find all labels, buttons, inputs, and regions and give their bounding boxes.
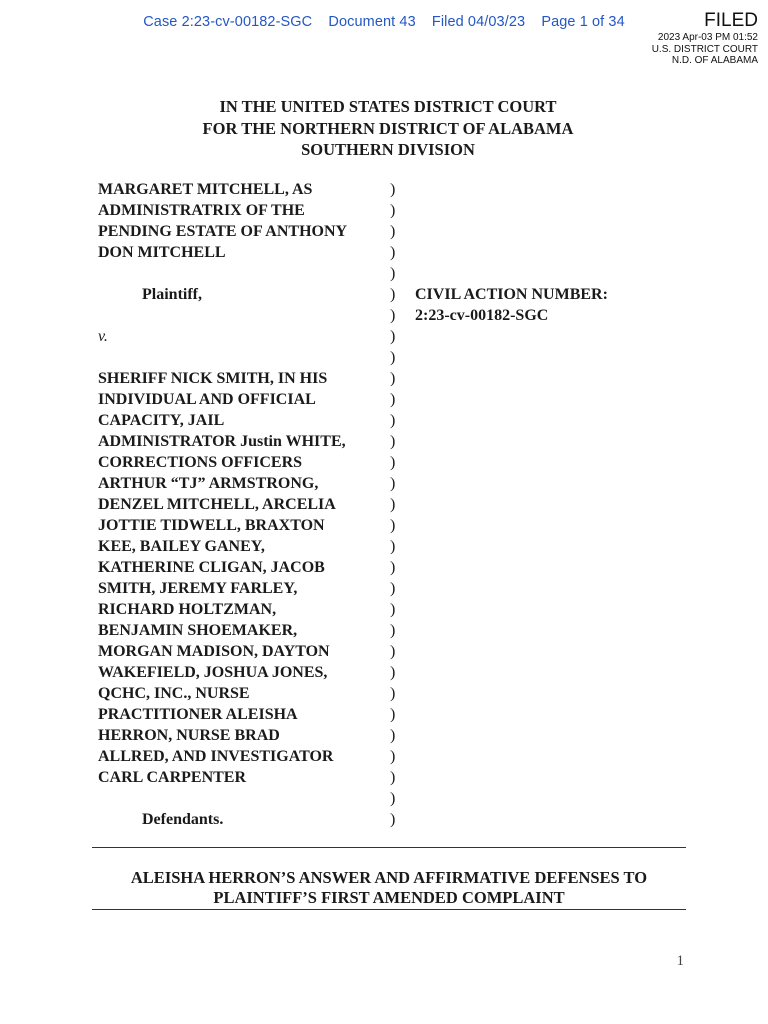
plaintiff-label: Plaintiff, [142,286,202,303]
defendant-line: CAPACITY, JAIL [98,412,225,429]
caption-paren: ) [390,496,396,513]
case-number: Case 2:23-cv-00182-SGC [143,14,313,30]
defendant-line: PRACTITIONER ALEISHA [98,706,298,723]
caption-paren: ) [390,748,396,765]
defendant-line: BENJAMIN SHOEMAKER, [98,622,298,639]
defendant-line: WAKEFIELD, JOSHUA JONES, [98,664,328,681]
caption-paren: ) [390,601,396,618]
caption-paren: ) [390,307,396,324]
title-rule-bottom [92,909,686,910]
document-number: Document 43 [328,14,416,30]
defendant-line: JOTTIE TIDWELL, BRAXTON [98,517,325,534]
caption-paren: ) [390,811,396,828]
case-caption [98,179,698,830]
defendant-line: INDIVIDUAL AND OFFICIAL [98,391,316,408]
civil-action-number: 2:23-cv-00182-SGC [415,307,549,324]
caption-paren: ) [390,244,396,261]
page-number: 1 [676,953,684,969]
caption-paren: ) [390,286,396,303]
plaintiff-line: ADMINISTRATRIX OF THE [98,202,305,219]
defendant-line: RICHARD HOLTZMAN, [98,601,277,618]
page-indicator: Page 1 of 34 [541,14,625,30]
plaintiff-line: DON MITCHELL [98,244,226,261]
defendant-label: Defendants. [142,811,224,828]
defendant-line: SMITH, JEREMY FARLEY, [98,580,298,597]
caption-paren: ) [390,454,396,471]
caption-paren: ) [390,391,396,408]
caption-paren: ) [390,790,396,807]
defendant-line: CORRECTIONS OFFICERS [98,454,303,471]
defendant-line: SHERIFF NICK SMITH, IN HIS [98,370,328,387]
defendant-line: QCHC, INC., NURSE [98,685,250,702]
defendant-line: KATHERINE CLIGAN, JACOB [98,559,325,576]
defendant-line: HERRON, NURSE BRAD [98,727,280,744]
defendant-line: KEE, BAILEY GANEY, [98,538,265,555]
caption-paren: ) [390,412,396,429]
court-line: IN THE UNITED STATES DISTRICT COURT [219,97,557,116]
caption-paren: ) [390,181,396,198]
plaintiff-line: PENDING ESTATE OF ANTHONY [98,223,348,240]
caption-paren: ) [390,370,396,387]
filed-date: Filed 04/03/23 [431,14,526,30]
caption-paren: ) [390,538,396,555]
caption-paren: ) [390,664,396,681]
caption-paren: ) [390,265,396,282]
caption-paren: ) [390,433,396,450]
civil-action-label: CIVIL ACTION NUMBER: [415,286,608,303]
versus: v. [98,328,108,345]
defendant-line: ARTHUR “TJ” ARMSTRONG, [98,475,319,492]
caption-paren: ) [390,769,396,786]
court-line: SOUTHERN DIVISION [301,140,475,159]
stamp-court: U.S. DISTRICT COURT [651,43,758,55]
defendant-line: DENZEL MITCHELL, ARCELIA [98,496,336,513]
caption-paren: ) [390,202,396,219]
stamp-district: N.D. OF ALABAMA [671,55,758,66]
caption-paren: ) [390,643,396,660]
caption-paren: ) [390,727,396,744]
caption-paren: ) [390,475,396,492]
caption-paren: ) [390,328,396,345]
filed-stamp [652,10,758,67]
caption-paren: ) [390,349,396,366]
document-title-line: ALEISHA HERRON’S ANSWER AND AFFIRMATIVE DEFENSES TO [130,868,648,887]
stamp-datetime: 2023 Apr-03 PM 01:52 [657,32,758,43]
caption-paren: ) [390,622,396,639]
caption-paren: ) [390,559,396,576]
court-line: FOR THE NORTHERN DISTRICT OF ALABAMA [202,118,574,138]
document-title [0,868,768,908]
filed-word: FILED [704,10,758,31]
caption-paren: ) [390,685,396,702]
caption-paren: ) [390,706,396,723]
defendant-line: ALLRED, AND INVESTIGATOR [98,748,334,765]
defendant-line: ADMINISTRATOR Justin WHITE, [98,433,346,450]
document-title-line: PLAINTIFF’S FIRST AMENDED COMPLAINT [213,888,565,907]
defendant-line: MORGAN MADISON, DAYTON [98,643,330,660]
court-title [0,96,768,161]
plaintiff-line: MARGARET MITCHELL, AS [98,181,313,198]
caption-paren: ) [390,580,396,597]
caption-paren: ) [390,517,396,534]
defendant-line: CARL CARPENTER [98,769,247,786]
title-rule-top [92,847,686,848]
caption-paren: ) [390,223,396,240]
